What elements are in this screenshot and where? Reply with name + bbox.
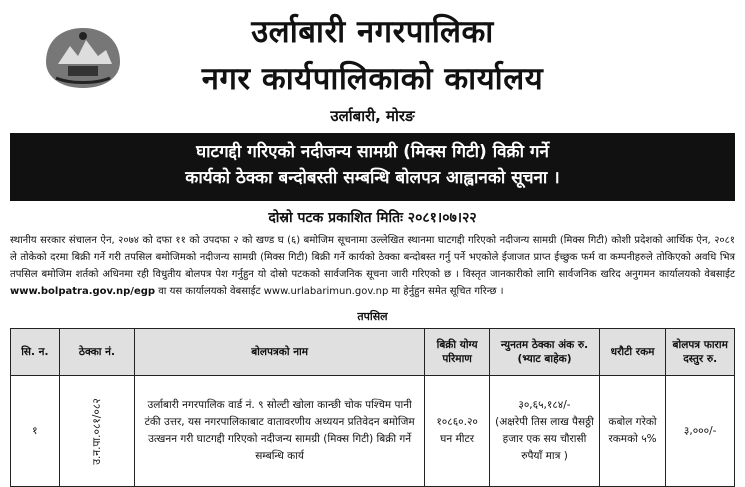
office-name: उर्लाबारी नगरपालिका [251, 14, 494, 50]
table-caption: तपसिल [357, 310, 388, 323]
header-deposit: धरौटी रकम [599, 329, 666, 376]
office-subtitle: नगर कार्यपालिकाको कार्यालय [201, 61, 544, 97]
notice-title-line1: घाटगद्दी गरिएको नदीजन्य सामग्री (मिक्स गिटी) विक्री गर्ने [196, 142, 549, 162]
notice-body-text-end: वा यस कार्यालयको वेबसाईट www.urlabarimun.gov.np मा हेर्नुहुन समेत सूचित गरिन्छ । [155, 286, 504, 297]
table-header-row [11, 329, 735, 376]
notice-banner [10, 133, 735, 201]
notice-body [10, 232, 735, 300]
cell-deposit: कबोल गरेको रकमको ५% [599, 376, 666, 487]
header-contract-no: ठेक्का नं. [59, 329, 135, 376]
notice-title-line2: कार्यको ठेक्का बन्दोबस्ती सम्बन्धि बोलपत्र आह्वानको सूचना । [185, 168, 560, 188]
tender-table [10, 328, 735, 487]
header-min-amount: न्युनतम ठेक्का अंक रु. (भ्याट बाहेक) [490, 329, 600, 376]
cell-sn: १ [11, 376, 60, 487]
cell-quantity: १०८६०.२० घन मीटर [424, 376, 489, 487]
office-address: उर्लाबारी, मोरङ [330, 107, 415, 125]
table-row [11, 376, 735, 487]
notice-body-text: स्थानीय सरकार संचालन ऐन, २०७४ को दफा ११ को उपदफा २ को खण्ड घ (६) बमोजिम सूचनामा उल्लेखित स्थानमा घाटगद्दी गरिएको नदीजन्य सामग्री (मिक्स गिटी) कोशी प्रदेशको आर्थिक ऐन, २०८१ ले तोकेको दरमा बिक्री गर्ने गरी तपसिल बमोजिमको नदीजन्य सामग्री (मिक्स गिटी) बिक्री गर्ने कार्यको ठेक्का बन्दोबस्त गर्नु पर्ने भएकोले ईजाजत प्राप्त ईच्छुक फर्म वा कम्पनीहरुले तोकिएको अवधि भित्र तपसिल बमोजिम शर्तको अधिनमा रही विधुतीय बोलपत्र पेश गर्नुहुन यो दोस्रो पटकको सार्वजनिक सूचना जारी गरिएको छ । विस्तृत जानकारीको लागि सार्वजनिक खरिद अनुगमन कार्यालयको वेबसाईट [10, 235, 735, 280]
header-fee: बोलपत्र फाराम दस्तुर रु. [666, 329, 735, 376]
publication-date: दोस्रो पटक प्रकाशित मितिः २०८१।०७।२२ [268, 210, 477, 226]
header-sn: सि. न. [11, 329, 60, 376]
cell-fee: ३,०००/- [666, 376, 735, 487]
cell-project-name: उर्लाबारी नगरपालिक वार्ड नं. ९ सोल्टी खोला कान्छी चोक पश्चिम पानी टंकी उत्तर, यस नगरपालिकाबाट वातावरणीय अध्ययन प्रतिवेदन बमोजिम उत्खनन गरी घाटगद्दी गरिएको नदीजन्य सामग्री (मिक्स गिटी) बिक्री गर्ने सम्बन्धि कार्य [135, 376, 425, 487]
header-quantity: बिक्री योग्य परिमाण [424, 329, 489, 376]
cell-contract-no: उ.न.पा.०८१/०८२ [59, 376, 135, 487]
cell-min-amount: ३०,६५,१८४/- (अक्षरेपी तिस लाख पैसठ्ठी हजार एक सय चौरासी रुपैयाँ मात्र ) [490, 376, 600, 487]
header-project-name: बोलपत्रको नाम [135, 329, 425, 376]
bolpatra-link[interactable]: www.bolpatra.gov.np/egp [10, 286, 156, 297]
